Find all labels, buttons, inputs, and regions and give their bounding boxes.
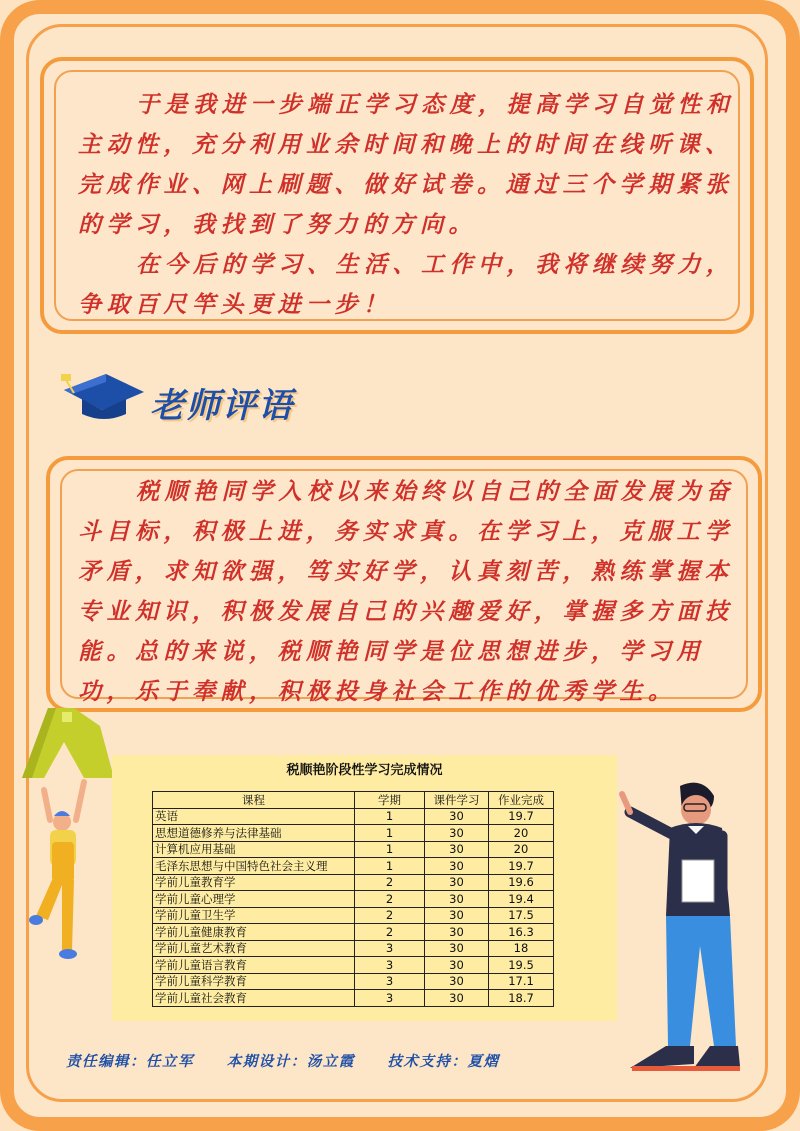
cell-term: 1 <box>355 825 425 842</box>
cell-term: 2 <box>355 891 425 908</box>
cell-homework: 20 <box>489 825 554 842</box>
cell-homework: 19.7 <box>489 858 554 875</box>
cell-term: 1 <box>355 841 425 858</box>
cell-term: 1 <box>355 858 425 875</box>
table-row <box>153 940 554 957</box>
cell-courseware: 30 <box>425 907 489 924</box>
table-header-row <box>153 792 554 809</box>
header-homework: 作业完成 <box>489 792 554 809</box>
cell-courseware: 30 <box>425 973 489 990</box>
cell-term: 2 <box>355 907 425 924</box>
cell-term: 2 <box>355 924 425 941</box>
table-title: 税顺艳阶段性学习完成情况 <box>286 763 443 778</box>
table-row <box>153 874 554 891</box>
closing-paragraph-2: 在今后的学习、生活、工作中，我将继续努力，争取百尺竿头更进一步！ <box>78 251 735 318</box>
teacher-comment-box <box>46 456 762 712</box>
presenter-figure-illustration <box>610 776 780 1076</box>
header-courseware: 课件学习 <box>425 792 489 809</box>
cell-homework: 19.7 <box>489 808 554 825</box>
grade-table <box>152 791 554 1007</box>
worker-figure-illustration <box>22 770 92 970</box>
cell-term: 3 <box>355 973 425 990</box>
table-body <box>153 808 554 1006</box>
cell-term: 3 <box>355 990 425 1007</box>
cell-homework: 19.6 <box>489 874 554 891</box>
section-title: 老师评语 <box>150 386 294 426</box>
cell-course: 计算机应用基础 <box>153 841 355 858</box>
cell-course: 学前儿童心理学 <box>153 891 355 908</box>
cell-term: 3 <box>355 957 425 974</box>
cell-homework: 18.7 <box>489 990 554 1007</box>
cell-courseware: 30 <box>425 874 489 891</box>
graduation-cap-icon <box>58 368 148 428</box>
cell-homework: 18 <box>489 940 554 957</box>
cell-homework: 20 <box>489 841 554 858</box>
cell-term: 2 <box>355 874 425 891</box>
cell-courseware: 30 <box>425 957 489 974</box>
table-row <box>153 858 554 875</box>
cell-courseware: 30 <box>425 940 489 957</box>
cell-courseware: 30 <box>425 858 489 875</box>
cell-course: 学前儿童健康教育 <box>153 924 355 941</box>
cell-course: 学前儿童科学教育 <box>153 973 355 990</box>
cell-term: 1 <box>355 808 425 825</box>
cell-homework: 17.1 <box>489 973 554 990</box>
cell-term: 3 <box>355 940 425 957</box>
credits-line: 责任编辑：任立军 本期设计：汤立霞 技术支持：夏熠 <box>66 1053 500 1070</box>
table-row <box>153 808 554 825</box>
cell-course: 学前儿童语言教育 <box>153 957 355 974</box>
cell-homework: 16.3 <box>489 924 554 941</box>
table-row <box>153 990 554 1007</box>
cell-courseware: 30 <box>425 924 489 941</box>
table-row <box>153 924 554 941</box>
cell-courseware: 30 <box>425 825 489 842</box>
cell-courseware: 30 <box>425 808 489 825</box>
cell-courseware: 30 <box>425 891 489 908</box>
teacher-comment-heading <box>58 368 358 428</box>
cell-courseware: 30 <box>425 841 489 858</box>
table-row <box>153 825 554 842</box>
grade-table-card <box>112 755 617 1021</box>
header-course: 课程 <box>153 792 355 809</box>
cell-courseware: 30 <box>425 990 489 1007</box>
cell-course: 英语 <box>153 808 355 825</box>
cell-homework: 19.5 <box>489 957 554 974</box>
closing-statement-box <box>40 57 754 334</box>
cell-course: 思想道德修养与法律基础 <box>153 825 355 842</box>
cell-course: 学前儿童社会教育 <box>153 990 355 1007</box>
cell-homework: 17.5 <box>489 907 554 924</box>
table-row <box>153 957 554 974</box>
table-row <box>153 907 554 924</box>
cell-course: 学前儿童艺术教育 <box>153 940 355 957</box>
table-row <box>153 973 554 990</box>
table-row <box>153 841 554 858</box>
teacher-comment-text: 税顺艳同学入校以来始终以自己的全面发展为奋斗目标，积极上进，务实求真。在学习上，克服工学矛盾，求知欲强，笃实好学，认真刻苦，熟练掌握本专业知识，积极发展自己的兴趣爱好，掌握多方面技能。总的来说，税顺艳同学是位思想进步，学习用功，乐于奉献，积极投身社会工作的优秀学生。 <box>78 478 735 705</box>
cell-course: 毛泽东思想与中国特色社会主义理 <box>153 858 355 875</box>
cell-homework: 19.4 <box>489 891 554 908</box>
closing-paragraph: 于是我进一步端正学习态度，提高学习自觉性和主动性，充分利用业余时间和晚上的时间在线听课、完成作业、网上刷题、做好试卷。通过三个学期紧张的学习，我找到了努力的方向。 <box>78 91 735 238</box>
cell-course: 学前儿童卫生学 <box>153 907 355 924</box>
header-term: 学期 <box>355 792 425 809</box>
cell-course: 学前儿童教育学 <box>153 874 355 891</box>
table-row <box>153 891 554 908</box>
